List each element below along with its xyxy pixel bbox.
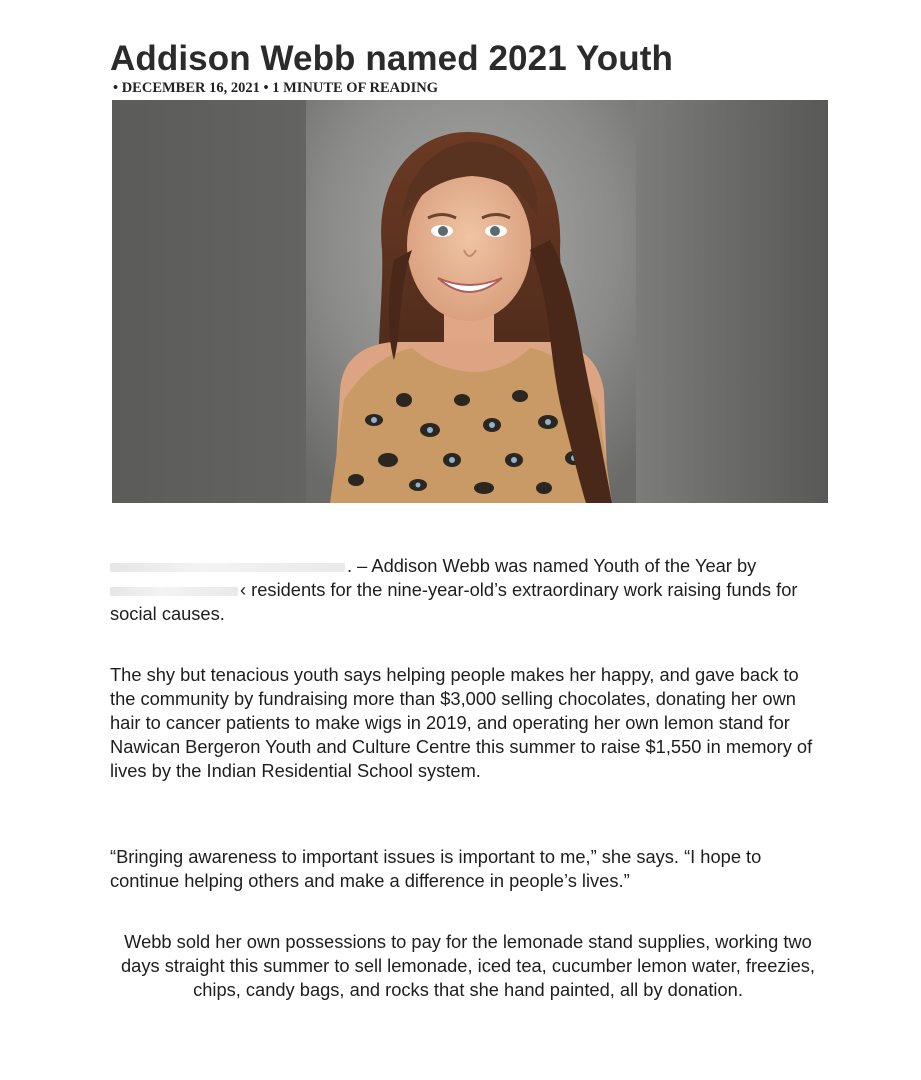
article-meta: • DECEMBER 16, 2021 • 1 MINUTE OF READING xyxy=(113,80,439,96)
body-paragraph-centered: Webb sold her own possessions to pay for the lemonade stand supplies, working two days straight this summer to sell lemonade, iced tea, cucumber lemon water, freezies, chips, candy bags, and rocks that she hand painted, all by donation. xyxy=(121,931,815,1000)
lead-text-1: . – Addison Webb was named Youth of the Year by xyxy=(347,555,757,576)
article-photo xyxy=(112,100,828,503)
redacted-text xyxy=(110,587,238,596)
lead-text-2: ‹ residents for the nine-year-old’s extraordinary work raising funds for social causes. xyxy=(110,579,798,624)
article-title: Addison Webb named 2021 Youth xyxy=(110,39,673,78)
portrait-image xyxy=(112,100,828,503)
quote-paragraph: “Bringing awareness to important issues is important to me,” she says. “I hope to continue helping others and make a difference in people’s lives.” xyxy=(110,846,762,891)
redacted-text xyxy=(110,563,345,572)
lead-paragraph xyxy=(110,554,810,626)
body-paragraph: The shy but tenacious youth says helping people makes her happy, and gave back to the community by fundraising more than $3,000 selling chocolates, donating her own hair to cancer patients to make wigs in 2019, and operating her own lemon stand for Nawican Bergeron Youth and Culture Centre this summer to raise $1,550 in memory of lives by the Indian Residential School system. xyxy=(110,664,813,781)
